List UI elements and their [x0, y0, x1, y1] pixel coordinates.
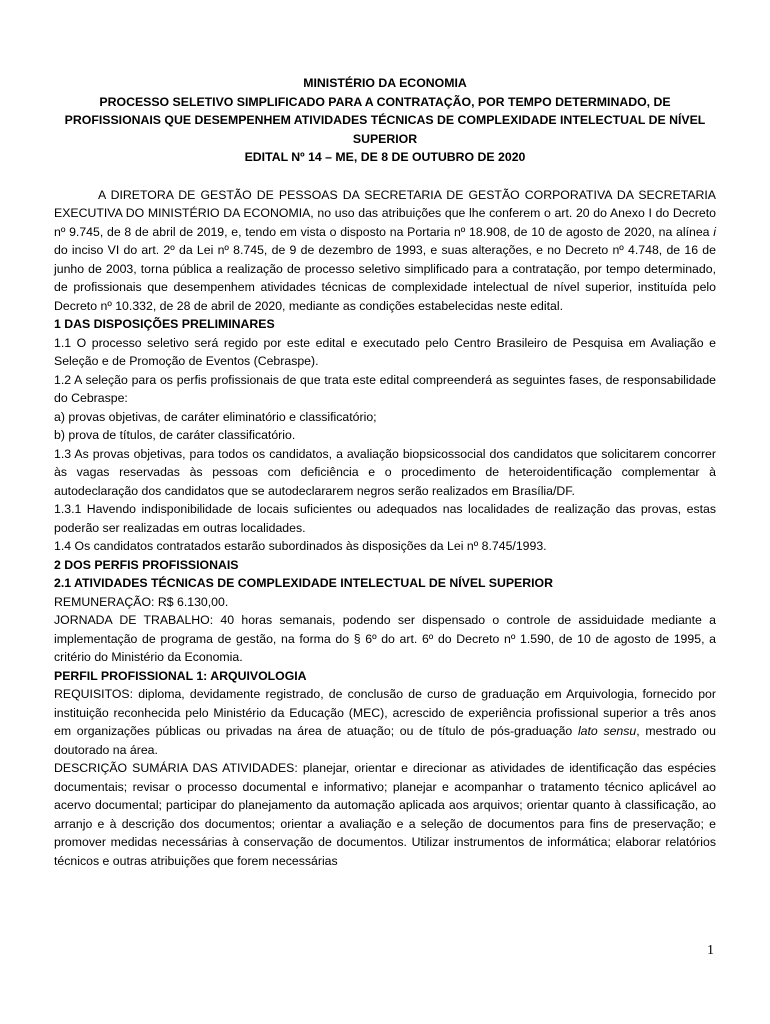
item-1-2-b: b) prova de títulos, de caráter classificatório. — [54, 428, 296, 442]
document-page — [54, 74, 716, 870]
ministry-title: MINISTÉRIO DA ECONOMIA — [303, 76, 467, 90]
jornada: JORNADA DE TRABALHO: 40 horas semanais, podendo ser dispensado o controle de assiduidade mediante a implementação de programa de gestão, na forma do § 6º do art. 6º do Decreto nº 1.590, de 10 de agosto de 1995, a critério do Ministério da Economia. — [54, 613, 716, 664]
document-header — [54, 74, 716, 167]
item-1-2-a: a) provas objetivas, de caráter eliminatório e classificatório; — [54, 409, 377, 424]
item-1-3-1: 1.3.1 Havendo indisponibilidade de locais suficientes ou adequados nas localidades de realização das provas, estas poderão ser realizadas em outras localidades. — [54, 502, 716, 535]
section-2-1-heading: 2.1 ATIVIDADES TÉCNICAS DE COMPLEXIDADE INTELECTUAL DE NÍVEL SUPERIOR — [54, 576, 553, 590]
section-2-heading: 2 DOS PERFIS PROFISSIONAIS — [54, 557, 239, 572]
intro-paragraph: A DIRETORA DE GESTÃO DE PESSOAS DA SECRETARIA DE GESTÃO CORPORATIVA DA SECRETARIA EXECUTIVA DO MINISTÉRIO DA ECONOMIA, no uso das atribuições que lhe conferem o art. 20 do Anexo I do Decreto nº 9.745, de 8 de abril de 2019, e, tendo em vista o disposto na Portaria nº 18.908, de 10 de agosto de 2020, na alínea i do inciso VI do art. 2º da Lei nº 8.745, de 9 de dezembro de 1993, e suas alterações, e no Decreto nº 4.748, de 16 de junho de 2003, torna pública a realização de processo seletivo simplificado para a contratação, por tempo determinado, de profissionais que desempenhem atividades técnicas de complexidade intelectual de nível superior, instituída pelo Decreto nº 10.332, de 28 de abril de 2020, mediante as condições estabelecidas neste edital. — [54, 187, 716, 313]
descricao: DESCRIÇÃO SUMÁRIA DAS ATIVIDADES: planejar, orientar e direcionar as atividades de identificação das espécies documentais; revisar o processo documental e informativo; planejar e acompanhar o tratamento técnico aplicável ao acervo documental; participar do planejamento da automação aplicada aos arquivos; orientar quanto à classificação, ao arranjo e à descrição dos documentos; orientar a avaliação e a seleção de documentos para fins de preservação; e promover medidas necessárias à conservação de documentos. Utilizar instrumentos de informática; elaborar relatórios técnicos e outras atribuições que forem necessárias — [54, 761, 716, 868]
process-title: PROCESSO SELETIVO SIMPLIFICADO PARA A CONTRATAÇÃO, POR TEMPO DETERMINADO, DE PROFISSIONAIS QUE DESEMPENHEM ATIVIDADES TÉCNICAS DE COMPLEXIDADE INTELECTUAL DE NÍVEL SUPERIOR — [64, 94, 706, 146]
remuneracao: REMUNERAÇÃO: R$ 6.130,00. — [54, 594, 229, 609]
page-number: 1 — [707, 943, 714, 958]
section-1-heading: 1 DAS DISPOSIÇÕES PRELIMINARES — [54, 317, 275, 331]
item-1-3: 1.3 As provas objetivas, para todos os candidatos, a avaliação biopsicossocial dos candidatos que solicitarem concorrer às vagas reservadas às pessoas com deficiência e o procedimento de heteroidentificação complementar à autodeclaração dos candidatos que se autodeclararem negros serão realizados em Brasília/DF. — [54, 446, 716, 498]
item-1-2: 1.2 A seleção para os perfis profissionais de que trata este edital compreenderá as seguintes fases, de responsabilidade do Cebraspe: — [54, 372, 716, 405]
edital-title: EDITAL Nº 14 – ME, DE 8 DE OUTUBRO DE 2020 — [244, 150, 526, 164]
perfil-heading: PERFIL PROFISSIONAL 1: ARQUIVOLOGIA — [54, 668, 307, 683]
item-1-1: 1.1 O processo seletivo será regido por este edital e executado pelo Centro Brasileiro de Pesquisa em Avaliação e Seleção e de Promoção de Eventos (Cebraspe). — [54, 335, 716, 368]
item-1-4: 1.4 Os candidatos contratados estarão subordinados às disposições da Lei nº 8.745/1993. — [54, 539, 547, 553]
requisitos: REQUISITOS: diploma, devidamente registrado, de conclusão de curso de graduação em Arquivologia, fornecido por instituição reconhecida pelo Ministério da Educação (MEC), acrescido de experiência profissional superior a três anos em organizações públicas ou privadas na área de atuação; ou de título de pós-graduação lato sensu, mestrado ou doutorado na área. — [54, 687, 716, 757]
